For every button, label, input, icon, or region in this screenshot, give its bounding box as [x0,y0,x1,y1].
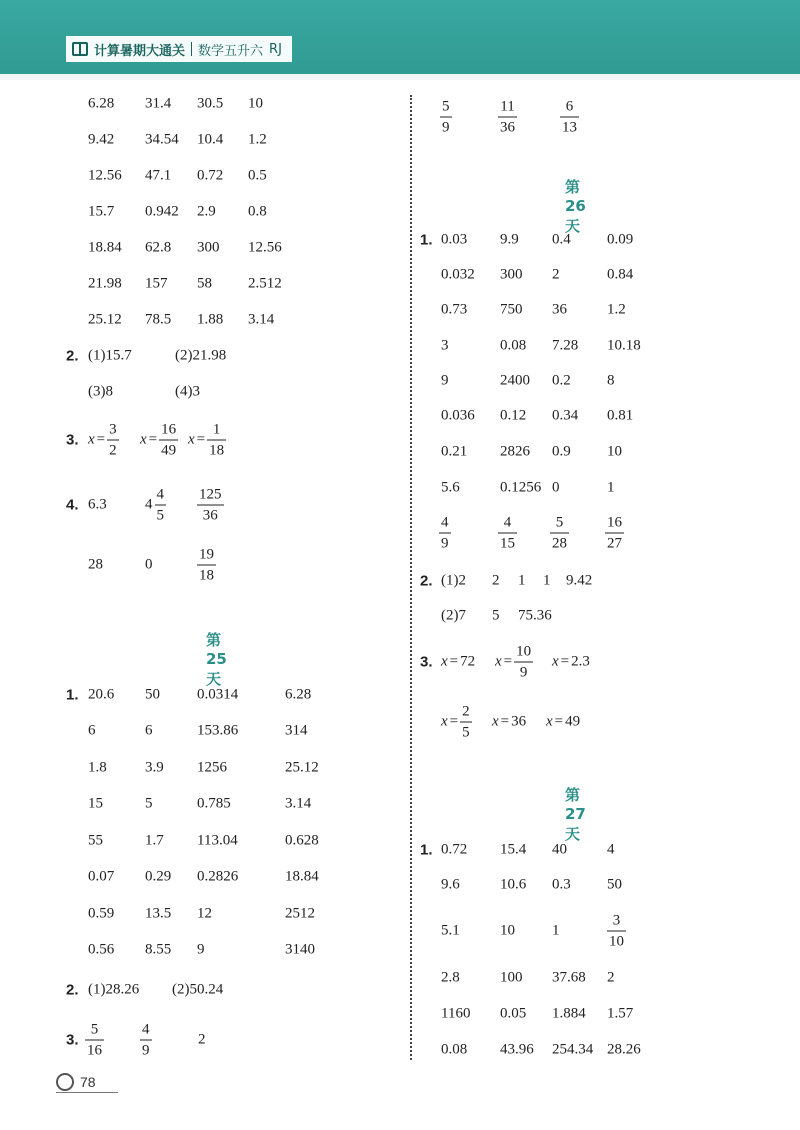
answer-part [550,514,569,553]
fraction-numerator: 5 [90,1021,99,1038]
table-cell: 1.7 [145,832,164,849]
header-band-edge [0,74,800,80]
fraction-denominator: 18 [209,442,225,459]
table-cell: 28.26 [607,1041,641,1058]
table-cell: 1256 [197,759,227,776]
table-cell: 18.84 [285,868,319,885]
table-cell: 0.628 [285,832,319,849]
table-cell: 0.032 [441,266,475,283]
equals-sign: = [560,653,570,670]
equation-value: 49 [565,713,581,730]
table-cell: 0.8 [248,203,267,220]
table-cell: 0.1256 [500,479,542,496]
fraction-denominator: 9 [142,1042,150,1059]
table-cell: 254.34 [552,1041,594,1058]
table-cell: 0.72 [197,167,224,184]
table-cell: 2 [607,969,615,986]
table-row [0,200,400,224]
question-number: 1. [420,231,433,249]
variable-x: x [441,653,448,670]
answer-part: 9.42 [566,572,593,589]
table-cell: 31.4 [145,95,172,112]
book-badge [66,36,292,62]
fraction [498,514,517,553]
answer-part: 6.3 [88,496,107,513]
table-cell: 12.56 [248,239,282,256]
answer-part: (2)50.24 [172,981,224,998]
table-row [0,683,400,707]
table-row [0,966,800,990]
badge-separator [191,42,192,56]
answer-part: (2)21.98 [175,347,227,364]
variable-x: x [140,431,147,448]
day-heading: 第 27 天 [565,786,586,843]
table-cell: 20.6 [88,686,115,703]
table-cell: 25.12 [285,759,319,776]
answer-row [0,569,800,593]
table-cell: 0.56 [88,941,115,958]
fraction-bar [155,505,167,506]
fraction-bar [607,931,626,932]
table-cell: 12 [197,905,212,922]
answer-row [0,604,800,628]
answer-part: 1 [518,572,526,589]
fraction-numerator: 4 [156,486,164,503]
equation [441,654,458,671]
variable-x: x [552,653,559,670]
fraction-denominator: 28 [552,535,567,552]
answer-part: 5 [492,607,500,624]
table-cell: 9 [441,372,449,389]
question-number: 2. [66,981,79,999]
fraction-denominator: 18 [199,567,214,584]
table-cell: 15 [88,795,103,812]
table-cell: 0.07 [88,868,115,885]
table-cell: 0.12 [500,407,527,424]
book-icon [72,42,88,56]
table-row [0,440,800,464]
table-cell: 5 [145,795,153,812]
table-cell: 0.29 [145,868,172,885]
table-row [0,334,800,358]
fraction-denominator: 36 [202,507,218,524]
fraction-numerator: 2 [462,703,470,720]
fraction-denominator: 9 [442,119,450,136]
day-heading: 第 25 天 [206,631,227,688]
answer-part [440,98,452,137]
fraction-numerator: 10 [516,643,532,660]
table-cell: 0.2 [552,372,571,389]
fraction [439,514,451,553]
table-cell: 1 [607,479,615,496]
fraction-numerator: 5 [555,514,564,531]
table-cell: 2 [552,266,560,283]
fraction-bar [560,117,579,118]
table-cell: 4 [607,841,615,858]
equals-sign: = [449,713,459,730]
fraction-denominator: 36 [500,119,515,136]
equation-cell [492,714,526,731]
table-row [0,838,800,862]
fraction-bar [439,533,451,534]
table-cell: 1 [552,922,560,939]
answer-part: (3)8 [88,383,113,400]
table-cell: 0.036 [441,407,475,424]
table-cell: 50 [607,876,622,893]
fraction-numerator: 5 [442,98,450,115]
table-cell: 30.5 [197,95,224,112]
table-cell: 2400 [500,372,530,389]
table-cell: 0.81 [607,407,634,424]
table-cell: 9.42 [88,131,115,148]
table-cell: 0 [552,479,560,496]
answer-part: 2 [198,1031,206,1048]
book-edition: RJ [269,41,282,57]
question-number: 3. [66,1031,79,1049]
table-cell: 40 [552,841,567,858]
table-row [0,756,400,780]
table-cell: 13.5 [145,905,172,922]
fraction-denominator: 5 [156,507,164,524]
table-cell: 2.8 [441,969,460,986]
fraction-numerator: 3 [612,912,621,929]
answer-part: 0 [145,556,153,573]
table-cell: 58 [197,275,212,292]
question-number: 3. [420,653,433,671]
answer-part: (2)7 [441,607,466,624]
table-cell: 3.9 [145,759,164,776]
fraction-bar [440,117,452,118]
equation-cell [441,654,475,671]
fraction-numerator: 6 [565,98,574,115]
table-cell: 8 [607,372,615,389]
table-row [0,228,800,252]
equation-cell [495,643,533,682]
table-row [0,164,400,188]
table-cell: 10 [500,922,515,939]
equals-sign: = [196,431,206,448]
table-cell: 3.14 [285,795,312,812]
table-cell: 25.12 [88,311,122,328]
table-cell: 750 [500,301,523,318]
fraction [514,643,533,682]
table-cell: 6 [88,722,96,739]
table-cell: 10 [607,443,622,460]
table-cell: 15.4 [500,841,527,858]
fraction-denominator: 15 [500,535,515,552]
question-number: 4. [66,496,79,514]
equation [546,714,563,731]
fraction-numerator: 4 [142,1021,150,1038]
table-cell: 300 [500,266,523,283]
table-cell: 157 [145,275,168,292]
table-cell: 3.14 [248,311,275,328]
table-cell: 100 [500,969,523,986]
table-cell: 0.09 [607,231,634,248]
table-cell: 0.84 [607,266,634,283]
equation [495,654,512,671]
table-cell: 0.21 [441,443,468,460]
table-cell: 0.4 [552,231,571,248]
fraction-numerator: 1 [212,421,221,438]
fraction [460,703,472,742]
fraction-numerator: 11 [500,98,515,115]
equation-value: 36 [511,713,527,730]
fraction-denominator: 10 [609,933,624,950]
table-cell: 43.96 [500,1041,534,1058]
equation [441,714,458,731]
fraction-bar [197,565,216,566]
equals-sign: = [554,713,564,730]
table-cell: 1.884 [552,1005,586,1022]
table-cell: 47.1 [145,167,172,184]
table-cell: 113.04 [197,832,238,849]
equation-value: 72 [460,653,476,670]
fraction-bar [498,533,517,534]
table-cell: 2.512 [248,275,282,292]
question-number: 2. [66,347,79,365]
fraction-numerator: 4 [441,514,449,531]
table-cell: 6.28 [285,686,312,703]
answer-part [439,514,451,553]
fraction [605,514,624,553]
answer-part [498,98,517,137]
table-cell: 0.942 [145,203,179,220]
table-cell: 300 [197,239,220,256]
table-row [0,298,800,322]
table-cell: 9 [197,941,205,958]
table-cell: 1160 [441,1005,471,1022]
fraction-denominator: 5 [462,724,470,741]
equation-value: 2.3 [571,653,590,670]
fraction [607,912,626,951]
table-cell: 15.7 [88,203,115,220]
mixed-whole: 4 [145,496,153,513]
table-cell: 2826 [500,443,530,460]
answer-part [607,912,626,951]
answer-part: (4)3 [175,383,200,400]
equals-sign: = [503,653,513,670]
table-cell: 34.54 [145,131,179,148]
table-cell: 55 [88,832,103,849]
table-row [0,476,800,500]
equals-sign: = [449,653,459,670]
table-cell: 0.59 [88,905,115,922]
table-cell: 0.08 [441,1041,468,1058]
table-row [0,792,400,816]
table-row [0,369,800,393]
fraction-bar [605,533,624,534]
table-cell: 0.3 [552,876,571,893]
fraction-denominator: 9 [441,535,449,552]
equation-cell [441,703,472,742]
table-cell: 0.73 [441,301,468,318]
equals-sign: = [96,431,106,448]
table-cell: 10.4 [197,131,224,148]
answer-part: 1 [543,572,551,589]
table-cell: 314 [285,722,308,739]
book-title: 计算暑期大通关 [94,43,186,59]
table-cell: 1.2 [248,131,267,148]
fraction-denominator: 2 [109,442,117,459]
fraction-bar [550,533,569,534]
table-cell: 21.98 [88,275,122,292]
fraction [440,98,452,137]
sun-icon [56,1073,74,1091]
table-cell: 6.28 [88,95,115,112]
question-number: 3. [66,431,79,449]
table-row [0,404,800,428]
book-subject: 数学五升六 [198,43,264,59]
table-cell: 1.8 [88,759,107,776]
variable-x: x [88,431,95,448]
table-cell: 9.6 [441,876,460,893]
table-cell: 0.34 [552,407,579,424]
answer-part: 75.36 [518,607,552,624]
table-cell: 0.03 [441,231,468,248]
table-cell: 6 [145,722,153,739]
table-cell: 5.6 [441,479,460,496]
fraction-denominator: 27 [607,535,622,552]
table-cell: 0.5 [248,167,267,184]
table-cell: 0.9 [552,443,571,460]
fraction-numerator: 16 [607,514,622,531]
variable-x: x [441,713,448,730]
fraction [550,514,569,553]
variable-x: x [492,713,499,730]
table-cell: 153.86 [197,722,239,739]
fraction-bar [498,117,517,118]
fraction-numerator: 16 [161,421,177,438]
table-cell: 2.9 [197,203,216,220]
table-cell: 0.05 [500,1005,527,1022]
table-row [0,1038,800,1062]
question-number: 1. [420,841,433,859]
day-heading: 第 26 天 [565,178,586,235]
table-cell: 1.2 [607,301,626,318]
fraction [560,98,579,137]
variable-x: x [495,653,502,670]
equation-cell [552,654,590,671]
table-cell: 8.55 [145,941,172,958]
fraction-denominator: 16 [87,1042,102,1059]
equals-sign: = [500,713,510,730]
question-number: 1. [66,686,79,704]
table-cell: 10.6 [500,876,527,893]
table-row [0,263,800,287]
footer-line [56,1092,118,1093]
table-cell: 0.08 [500,337,527,354]
table-cell: 0.2826 [197,868,239,885]
fraction-numerator: 3 [109,421,117,438]
variable-x: x [188,431,195,448]
fraction-numerator: 19 [199,546,214,563]
variable-x: x [546,713,553,730]
answer-part: 2 [492,572,500,589]
table-cell: 62.8 [145,239,172,256]
table-cell: 10 [248,95,263,112]
table-cell: 1.57 [607,1005,634,1022]
table-row [0,128,400,152]
table-row [0,1002,800,1026]
answer-part: (1)28.26 [88,981,140,998]
fraction-denominator: 49 [161,442,177,459]
table-cell: 50 [145,686,160,703]
fraction-bar [514,662,533,663]
table-row [0,873,800,897]
table-cell: 5.1 [441,922,460,939]
answer-part: (1)2 [441,572,466,589]
table-cell: 12.56 [88,167,122,184]
equation-cell [546,714,580,731]
equation [492,714,509,731]
table-cell: 0.785 [197,795,231,812]
table-cell: 18.84 [88,239,122,256]
fraction-bar [460,722,472,723]
table-cell: 3140 [285,941,315,958]
table-cell: 0.72 [441,841,468,858]
table-cell: 10.18 [607,337,641,354]
page-number: 78 [80,1074,96,1090]
answer-part: (1)15.7 [88,347,132,364]
table-cell: 7.28 [552,337,579,354]
fraction-denominator: 13 [562,119,577,136]
fraction [498,98,517,137]
table-cell: 78.5 [145,311,172,328]
page-footer [56,1073,96,1091]
question-number: 2. [420,572,433,590]
answer-part [560,98,579,137]
answer-part [498,514,517,553]
fraction-numerator: 125 [199,486,222,503]
answer-part [605,514,624,553]
table-cell: 37.68 [552,969,586,986]
answer-part: 28 [88,556,103,573]
table-cell: 0.0314 [197,686,239,703]
fraction-numerator: 4 [503,514,512,531]
equation [552,654,569,671]
equals-sign: = [148,431,158,448]
table-cell: 2512 [285,905,315,922]
table-cell: 9.9 [500,231,519,248]
fraction-denominator: 9 [519,664,528,681]
table-cell: 36 [552,301,567,318]
table-cell: 1.88 [197,311,224,328]
answer-row [0,703,800,741]
table-cell: 3 [441,337,449,354]
fraction-bar [197,505,224,506]
